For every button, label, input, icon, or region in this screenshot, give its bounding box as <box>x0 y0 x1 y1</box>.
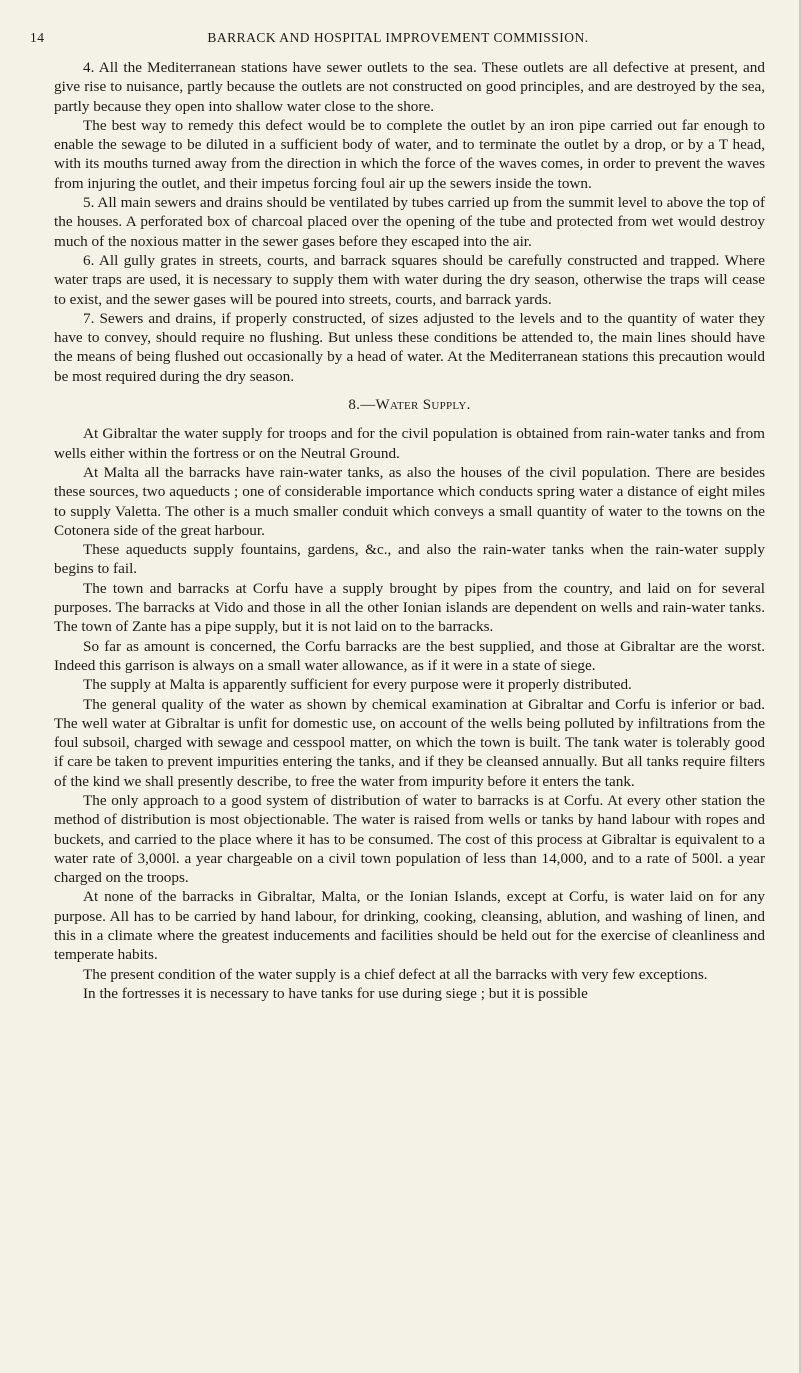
paragraph: The best way to remedy this defect would be to complete the outlet by an iron pipe carried out far enough to enable the sewage to be diluted in a sufficient body of water, and to terminate the outlet by a drop, or by a T head, with its mouths turned away from the direction in which the force of the waves comes, in order to prevent the waves from injuring the outlet, and their impetus forcing foul air up the sewers inside the town. <box>54 116 765 192</box>
paragraph: The present condition of the water supply is a chief defect at all the barracks with very few exceptions. <box>83 965 708 983</box>
paragraph: The town and barracks at Corfu have a supply brought by pipes from the country, and laid on for several purposes. The barracks at Vido and those in all the other Ionian islands are dependent on wells and rain-water tanks. The town of Zante has a pipe supply, but it is not laid on to the barracks. <box>54 579 765 636</box>
paragraph: 4. All the Mediterranean stations have sewer outlets to the sea. These outlets are all defective at present, and give rise to nuisance, partly because the outlets are not constructed on good principles, and are destroyed by the sea, partly because they open into shallow water close to the shore. <box>54 59 765 115</box>
paragraph: In the fortresses it is necessary to have tanks for use during siege ; but it is possible <box>83 984 588 1002</box>
section-heading: 8.—Water Supply. <box>348 397 471 414</box>
paragraph: The only approach to a good system of distribution of water to barracks is at Corfu. At every other station the method of distribution is most objectionable. The water is raised from wells or tanks by hand labour with ropes and buckets, and carried to the place where it has to be consumed. The cost of this process at Gibraltar is equivalent to a water rate of 3,000l. a year chargeable on a civil town population of less than 14,000, and to a rate of 500l. a year charged on the troops. <box>54 791 765 887</box>
paragraph: At Gibraltar the water supply for troops and for the civil population is obtained from rain-water tanks and from wells either within the fortress or on the Neutral Ground. <box>54 425 765 462</box>
paragraph: The general quality of the water as shown by chemical examination at Gibraltar and Corfu is inferior or bad. The well water at Gibraltar is unfit for domestic use, on account of the wells being polluted by infiltrations from the foul subsoil, charged with sewage and cesspool matter, on which the town is built. The tank water is tolerably good if care be taken to prevent impurities entering the tanks, and if they be cleansed annually. But all tanks require filters of the kind we shall presently describe, to free the water from impurity before it enters the tank. <box>54 695 765 790</box>
paragraph: 6. All gully grates in streets, courts, and barrack squares should be carefully constructed and trapped. Where water traps are used, it is necessary to supply them with water during the dry season, otherwise the traps will cease to exist, and the sewer gases will be poured into streets, courts, and barrack yards. <box>54 251 765 308</box>
paragraph: These aqueducts supply fountains, gardens, &c., and also the rain-water tanks when the rain-water supply begins to fail. <box>54 541 765 578</box>
paragraph: 7. Sewers and drains, if properly constructed, of sizes adjusted to the levels and to the quantity of water they have to convey, should require no flushing. But unless these conditions be attended to, the main lines should have the means of being flushed out occasionally by a head of water. At the Mediterranean stations this precaution would be most required during the dry season. <box>54 309 765 385</box>
paragraph: The supply at Malta is apparently sufficient for every purpose were it properly distributed. <box>83 676 632 694</box>
paragraph: At Malta all the barracks have rain-water tanks, as also the houses of the civil population. There are besides these sources, two aqueducts ; one of considerable importance which conducts spring water a distance of eight miles to supply Valetta. The other is a much smaller conduit which conveys a small quantity of water to the towns on the Cotonera side of the great harbour. <box>54 463 765 539</box>
paragraph: 5. All main sewers and drains should be ventilated by tubes carried up from the summit level to above the top of the houses. A perforated box of charcoal placed over the opening of the tube and protected from wet would destroy much of the noxious matter in the sewer gases before they escaped into the air. <box>54 194 765 250</box>
paragraph: At none of the barracks in Gibraltar, Malta, or the Ionian Islands, except at Corfu, is water laid on for any purpose. All has to be carried by hand labour, for drinking, cooking, cleansing, ablution, and washing of linen, and this in a climate where the greatest inducements and facilities should be held out for the exercise of cleanliness and temperate habits. <box>54 888 765 964</box>
paragraph: So far as amount is concerned, the Corfu barracks are the best supplied, and those at Gibraltar are the worst. Indeed this garrison is always on a small water allowance, as if it were in a state of siege. <box>54 637 765 674</box>
body-text <box>54 58 765 1003</box>
page-number: 14 <box>30 30 45 45</box>
page-header <box>30 30 766 50</box>
running-head: BARRACK AND HOSPITAL IMPROVEMENT COMMISSION. <box>207 30 589 45</box>
